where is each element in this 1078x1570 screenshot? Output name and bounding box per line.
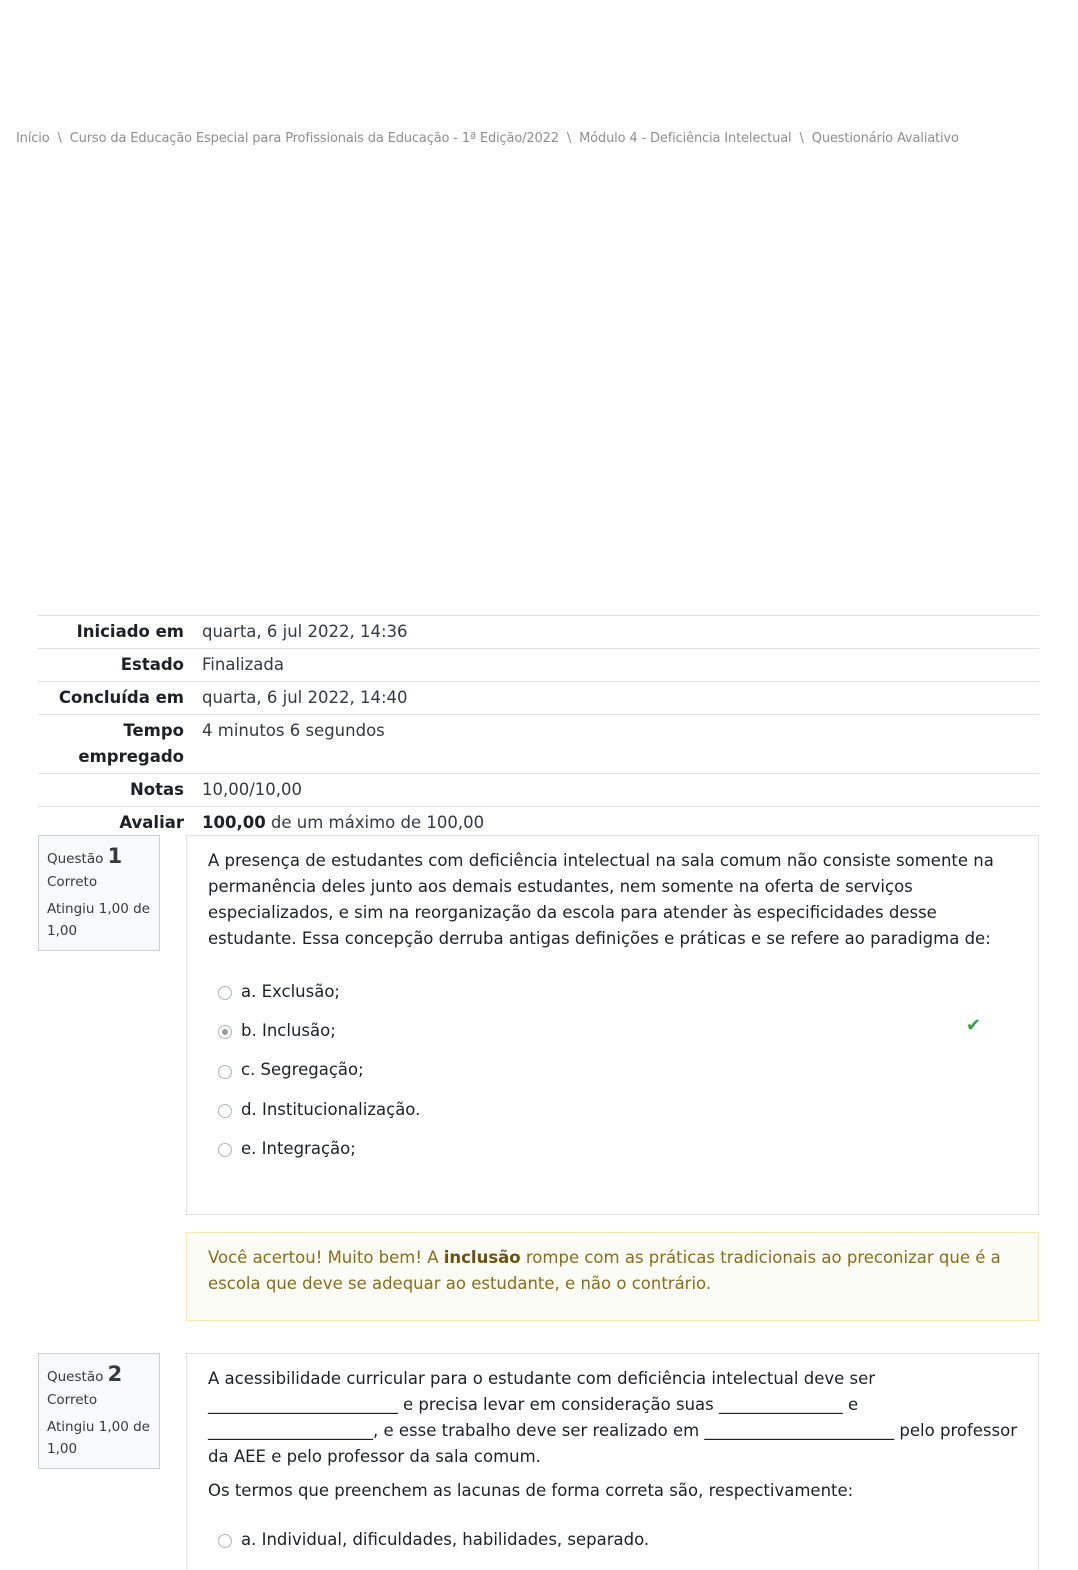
summary-label: Estado (120, 655, 184, 674)
question-1-feedback (186, 1232, 1039, 1321)
question-number (47, 844, 151, 868)
answer-option-b[interactable] (208, 1011, 1018, 1050)
summary-value: Finalizada (202, 655, 284, 674)
answer-option-e[interactable] (208, 1129, 1018, 1168)
summary-value: quarta, 6 jul 2022, 14:36 (202, 622, 408, 641)
summary-row-started (38, 616, 1039, 649)
question-1-info (38, 835, 160, 951)
summary-label: Tempo empregado (78, 721, 184, 766)
radio-button-selected[interactable] (218, 1025, 232, 1039)
summary-label: Iniciado em (76, 622, 184, 641)
radio-button[interactable] (218, 1065, 232, 1079)
feedback-text-pre: Você acertou! Muito bem! A (208, 1248, 444, 1267)
summary-row-marks (38, 774, 1039, 807)
answer-label: b. Inclusão; (241, 1020, 336, 1040)
radio-button[interactable] (218, 1143, 232, 1157)
radio-button[interactable] (218, 1104, 232, 1118)
question-1-content (186, 835, 1039, 1215)
answer-option-a[interactable] (208, 972, 1018, 1011)
question-state: Correto (47, 874, 98, 890)
breadcrumb-separator: \ (566, 131, 572, 146)
answer-option-a[interactable] (208, 1520, 1018, 1559)
question-grade: Atingiu 1,00 de 1,00 (47, 1419, 150, 1457)
answer-label: c. Segregação; (241, 1060, 364, 1080)
breadcrumb (16, 131, 1066, 146)
feedback-text-post: rompe com as práticas tradicionais ao preconizar que é a escola que deve se adequar ao estudante, e não o contrário. (208, 1248, 1001, 1293)
question-grade: Atingiu 1,00 de 1,00 (47, 901, 150, 939)
summary-value: 4 minutos 6 segundos (202, 721, 385, 740)
summary-label: Concluída em (58, 688, 184, 707)
radio-button[interactable] (218, 1534, 232, 1548)
answer-list (208, 972, 1018, 1168)
radio-button[interactable] (218, 986, 232, 1000)
summary-label: Notas (130, 780, 184, 799)
breadcrumb-item-course[interactable]: Curso da Educação Especial para Profissionais da Educação - 1ª Edição/2022 (69, 131, 559, 146)
summary-label: Avaliar (119, 813, 184, 832)
question-state: Correto (47, 1392, 98, 1408)
question-text: A acessibilidade curricular para o estudante com deficiência intelectual deve ser _______________________ e precisa levar em consideração suas _______________ e ____________________, e esse trabalho deve ser realizado em _______________________ pelo professor da AEE e pelo professor da sala comum. (208, 1369, 1017, 1466)
question-2-content (186, 1353, 1039, 1570)
question-number-value: 2 (107, 1362, 123, 1386)
answer-label: e. Integração; (241, 1138, 356, 1158)
question-label: Questão (47, 1369, 104, 1385)
answer-list (208, 1520, 1018, 1559)
breadcrumb-item-module[interactable]: Módulo 4 - Deficiência Intelectual (579, 131, 792, 146)
answer-label: a. Exclusão; (241, 981, 340, 1001)
check-icon: ✔ (966, 1015, 982, 1037)
summary-value: 10,00/10,00 (202, 780, 303, 799)
question-number (47, 1362, 151, 1386)
grade-max: de um máximo de 100,00 (265, 813, 485, 832)
breadcrumb-item-home[interactable]: Início (16, 131, 50, 146)
answer-label: d. Institucionalização. (241, 1099, 421, 1119)
summary-value: quarta, 6 jul 2022, 14:40 (202, 688, 408, 707)
answer-label: a. Individual, dificuldades, habilidades, separado. (241, 1529, 650, 1549)
attempt-summary-table (38, 615, 1039, 839)
question-2-info (38, 1353, 160, 1469)
breadcrumb-separator: \ (799, 131, 804, 146)
question-label: Questão (47, 851, 104, 867)
breadcrumb-item-quiz[interactable]: Questionário Avaliativo (811, 131, 959, 146)
question-text-secondary: Os termos que preenchem as lacunas de forma correta são, respectivamente: (208, 1481, 854, 1500)
question-text: A presença de estudantes com deficiência intelectual na sala comum não consiste somente na permanência deles junto aos demais estudantes, nem somente na oferta de serviços especializados, e sim na reorganização da escola para atender às especificidades desse estudante. Essa concepção derruba antigas definições e práticas e se refere ao paradigma de: (208, 851, 994, 948)
grade-score: 100,00 (202, 813, 266, 832)
summary-row-time (38, 715, 1039, 774)
answer-option-c[interactable] (208, 1051, 1018, 1090)
question-number-value: 1 (107, 844, 123, 868)
breadcrumb-separator: \ (57, 131, 62, 146)
summary-row-state (38, 649, 1039, 682)
feedback-keyword: inclusão (443, 1248, 521, 1267)
answer-option-d[interactable] (208, 1090, 1018, 1129)
summary-row-completed (38, 682, 1039, 715)
